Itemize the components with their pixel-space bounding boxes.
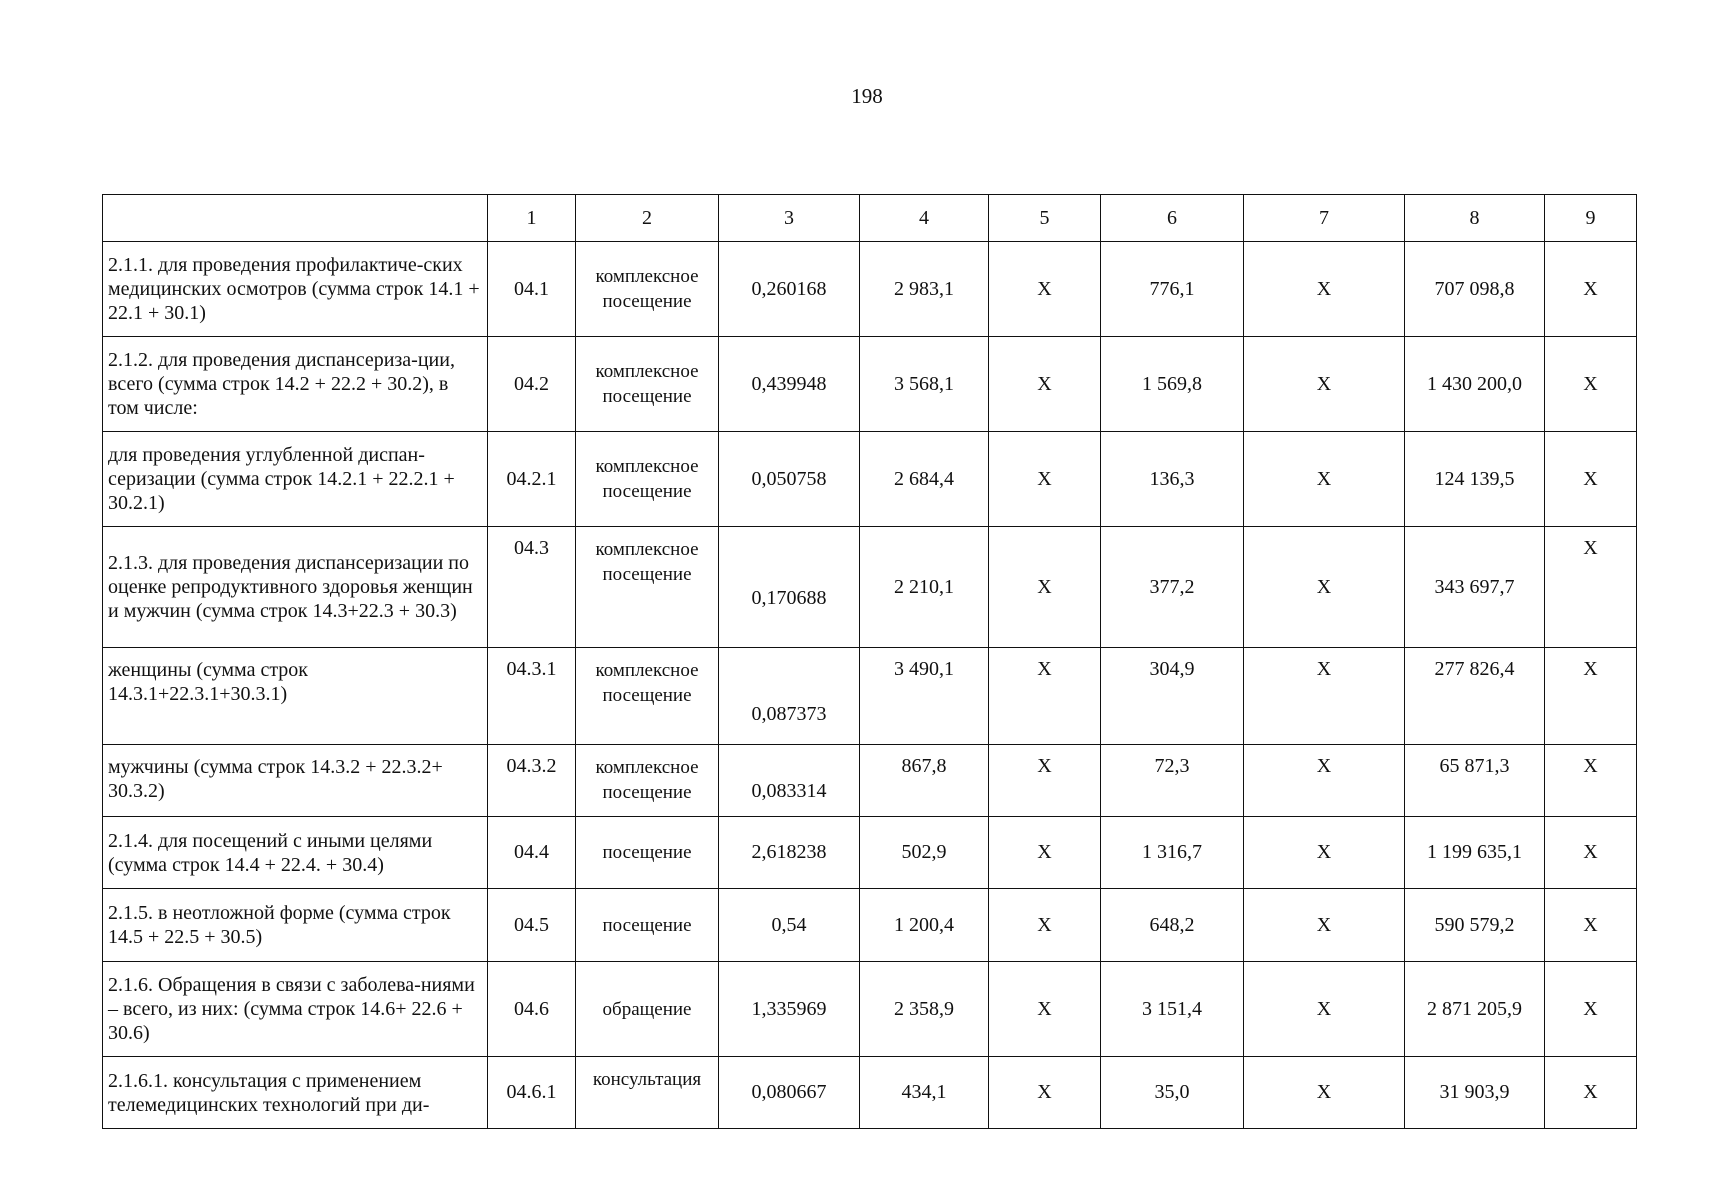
cell-value: X: [1545, 1057, 1637, 1129]
cell-value: 0,260168: [719, 242, 860, 337]
cell-value: 1 569,8: [1101, 337, 1244, 432]
cell-value: 31 903,9: [1405, 1057, 1545, 1129]
cell-value: 590 579,2: [1405, 889, 1545, 962]
cell-unit: комплексное посещение: [576, 242, 719, 337]
cell-value: X: [1244, 817, 1405, 889]
cell-value: 2 983,1: [860, 242, 989, 337]
cell-value: 377,2: [1101, 527, 1244, 648]
cell-value: 0,087373: [719, 648, 860, 745]
cell-code: 04.2.1: [488, 432, 576, 527]
cell-unit: комплексное посещение: [576, 432, 719, 527]
table-row: [103, 648, 1637, 745]
cell-unit: посещение: [576, 817, 719, 889]
row-description: для проведения углубленной диспан-серизации (сумма строк 14.2.1 + 22.2.1 + 30.2.1): [103, 432, 488, 527]
cell-value: X: [1244, 648, 1405, 745]
cell-value: 2 210,1: [860, 527, 989, 648]
cell-value: 1 316,7: [1101, 817, 1244, 889]
cell-value: 502,9: [860, 817, 989, 889]
data-table: [102, 194, 1637, 1129]
cell-unit: комплексное посещение: [576, 745, 719, 817]
cell-value: 124 139,5: [1405, 432, 1545, 527]
column-header: 1: [488, 195, 576, 242]
cell-value: X: [1244, 432, 1405, 527]
cell-value: X: [989, 337, 1101, 432]
cell-code: 04.3.2: [488, 745, 576, 817]
cell-value: 434,1: [860, 1057, 989, 1129]
cell-value: X: [1244, 889, 1405, 962]
cell-value: X: [1545, 817, 1637, 889]
cell-code: 04.2: [488, 337, 576, 432]
table-row: [103, 745, 1637, 817]
row-description: мужчины (сумма строк 14.3.2 + 22.3.2+ 30.3.2): [103, 745, 488, 817]
cell-value: X: [1244, 962, 1405, 1057]
cell-value: 707 098,8: [1405, 242, 1545, 337]
cell-code: 04.4: [488, 817, 576, 889]
cell-value: X: [989, 745, 1101, 817]
column-header: 4: [860, 195, 989, 242]
cell-value: X: [989, 817, 1101, 889]
cell-value: X: [1545, 337, 1637, 432]
cell-value: 2 871 205,9: [1405, 962, 1545, 1057]
table-row: [103, 962, 1637, 1057]
row-description: 2.1.6.1. консультация с применением телемедицинских технологий при ди-: [103, 1057, 488, 1129]
cell-value: 1,335969: [719, 962, 860, 1057]
row-description: женщины (сумма строк 14.3.1+22.3.1+30.3.1): [103, 648, 488, 745]
cell-value: X: [989, 1057, 1101, 1129]
column-header: 9: [1545, 195, 1637, 242]
cell-value: 136,3: [1101, 432, 1244, 527]
cell-code: 04.5: [488, 889, 576, 962]
row-description: 2.1.4. для посещений с иными целями (сумма строк 14.4 + 22.4. + 30.4): [103, 817, 488, 889]
cell-value: 343 697,7: [1405, 527, 1545, 648]
cell-value: 2 358,9: [860, 962, 989, 1057]
header-row: [103, 195, 1637, 242]
cell-unit: посещение: [576, 889, 719, 962]
cell-value: 3 151,4: [1101, 962, 1244, 1057]
cell-value: X: [989, 527, 1101, 648]
column-header: 5: [989, 195, 1101, 242]
cell-value: 0,439948: [719, 337, 860, 432]
cell-unit: обращение: [576, 962, 719, 1057]
row-description: 2.1.6. Обращения в связи с заболева-ниями – всего, из них: (сумма строк 14.6+ 22.6 + 30.6): [103, 962, 488, 1057]
cell-value: X: [1545, 242, 1637, 337]
cell-value: 2,618238: [719, 817, 860, 889]
table-row: [103, 817, 1637, 889]
cell-value: X: [1545, 648, 1637, 745]
cell-value: 1 430 200,0: [1405, 337, 1545, 432]
cell-code: 04.1: [488, 242, 576, 337]
table-row: [103, 889, 1637, 962]
cell-value: 1 199 635,1: [1405, 817, 1545, 889]
row-description: 2.1.5. в неотложной форме (сумма строк 14.5 + 22.5 + 30.5): [103, 889, 488, 962]
column-header: 8: [1405, 195, 1545, 242]
cell-value: 0,080667: [719, 1057, 860, 1129]
cell-value: 3 490,1: [860, 648, 989, 745]
cell-unit: консультация: [576, 1057, 719, 1129]
cell-value: 72,3: [1101, 745, 1244, 817]
row-description: 2.1.1. для проведения профилактиче-ских медицинских осмотров (сумма строк 14.1 + 22.1 + 30.1): [103, 242, 488, 337]
cell-value: X: [989, 962, 1101, 1057]
cell-value: X: [1244, 527, 1405, 648]
cell-code: 04.3.1: [488, 648, 576, 745]
cell-value: X: [1545, 745, 1637, 817]
table-row: [103, 1057, 1637, 1129]
cell-value: X: [1545, 962, 1637, 1057]
cell-value: X: [1244, 242, 1405, 337]
cell-value: X: [1545, 432, 1637, 527]
cell-code: 04.6.1: [488, 1057, 576, 1129]
table-row: [103, 242, 1637, 337]
cell-value: 0,170688: [719, 527, 860, 648]
cell-unit: комплексное посещение: [576, 337, 719, 432]
column-header: 3: [719, 195, 860, 242]
column-header: 2: [576, 195, 719, 242]
cell-value: X: [989, 648, 1101, 745]
cell-value: X: [1545, 527, 1637, 648]
cell-value: X: [989, 242, 1101, 337]
cell-code: 04.6: [488, 962, 576, 1057]
cell-value: X: [1244, 745, 1405, 817]
table-row: [103, 527, 1637, 648]
cell-value: 648,2: [1101, 889, 1244, 962]
cell-value: 0,54: [719, 889, 860, 962]
cell-value: 0,083314: [719, 745, 860, 817]
column-header: 7: [1244, 195, 1405, 242]
cell-value: 35,0: [1101, 1057, 1244, 1129]
cell-value: 776,1: [1101, 242, 1244, 337]
cell-value: X: [1244, 1057, 1405, 1129]
cell-value: 65 871,3: [1405, 745, 1545, 817]
page-number: 198: [851, 84, 883, 108]
cell-value: 0,050758: [719, 432, 860, 527]
cell-value: 304,9: [1101, 648, 1244, 745]
table-row: [103, 432, 1637, 527]
row-description: 2.1.2. для проведения диспансериза-ции, всего (сумма строк 14.2 + 22.2 + 30.2), в том числе:: [103, 337, 488, 432]
cell-value: X: [989, 432, 1101, 527]
cell-value: 867,8: [860, 745, 989, 817]
cell-value: 1 200,4: [860, 889, 989, 962]
cell-value: 277 826,4: [1405, 648, 1545, 745]
column-header: [103, 195, 488, 242]
cell-unit: комплексное посещение: [576, 527, 719, 648]
table-row: [103, 337, 1637, 432]
column-header: 6: [1101, 195, 1244, 242]
cell-unit: комплексное посещение: [576, 648, 719, 745]
cell-value: 2 684,4: [860, 432, 989, 527]
cell-value: 3 568,1: [860, 337, 989, 432]
row-description: 2.1.3. для проведения диспансеризации по оценке репродуктивного здоровья женщин и мужчин (сумма строк 14.3+22.3 + 30.3): [103, 527, 488, 648]
cell-value: X: [1244, 337, 1405, 432]
cell-value: X: [1545, 889, 1637, 962]
cell-code: 04.3: [488, 527, 576, 648]
cell-value: X: [989, 889, 1101, 962]
